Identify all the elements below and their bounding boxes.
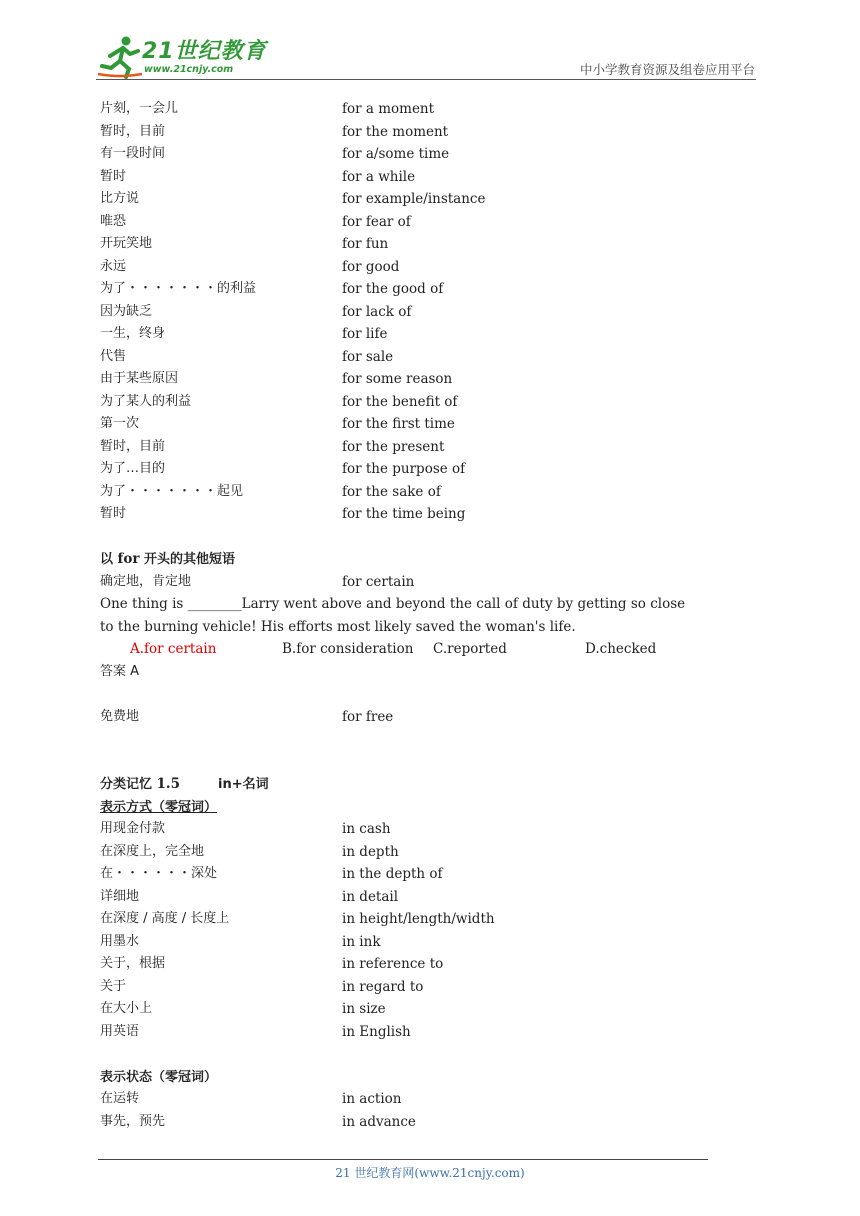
phrase-zh: 永远 bbox=[100, 258, 127, 274]
section-heading-in bbox=[100, 773, 740, 796]
phrase-row bbox=[100, 953, 740, 976]
phrase-zh: 第一次 bbox=[100, 416, 140, 431]
phrase-en: in cash bbox=[342, 821, 391, 837]
phrase-row bbox=[100, 908, 740, 931]
phrase-row bbox=[100, 211, 740, 234]
section-heading-other-for bbox=[100, 548, 740, 571]
phrase-zh: 比方说 bbox=[100, 191, 140, 206]
phrase-row bbox=[100, 931, 740, 954]
phrase-zh: 用墨水 bbox=[100, 933, 140, 949]
spacer bbox=[100, 526, 740, 549]
phrase-zh: 由于某些原因 bbox=[100, 371, 179, 386]
spacer bbox=[100, 683, 740, 706]
phrase-en: for certain bbox=[342, 573, 415, 590]
option-a: A.for certain bbox=[130, 641, 217, 657]
platform-title: 中小学教育资源及组卷应用平台 bbox=[579, 62, 755, 77]
phrase-zh: 暂时 bbox=[100, 168, 127, 184]
phrase-en: in height/length/width bbox=[342, 911, 495, 927]
phrase-row bbox=[100, 976, 740, 999]
logo-text: 21世纪教育 bbox=[142, 39, 267, 64]
phrase-zh: 暂时，目前 bbox=[100, 438, 166, 454]
phrase-row bbox=[100, 413, 740, 436]
phrase-zh: 为了某人的利益 bbox=[100, 393, 192, 409]
in-manner-list bbox=[100, 818, 740, 1043]
phrase-zh: 确定地，肯定地 bbox=[100, 573, 192, 589]
for-phrase-list bbox=[100, 98, 740, 526]
phrase-en: for the benefit of bbox=[342, 393, 458, 410]
phrase-zh: 用英语 bbox=[100, 1023, 140, 1039]
phrase-zh: 为了・・・・・・・的利益 bbox=[100, 281, 257, 296]
phrase-en: for example/instance bbox=[342, 191, 486, 207]
answer-line bbox=[100, 661, 740, 684]
phrase-en: for a/some time bbox=[342, 146, 450, 162]
subheading-text: 表示状态（零冠词） bbox=[100, 1069, 218, 1085]
subheading-text: 表示方式（零冠词） bbox=[100, 799, 218, 815]
answer-options bbox=[100, 638, 740, 661]
phrase-row bbox=[100, 841, 740, 864]
subheading-manner bbox=[100, 796, 740, 819]
phrase-zh: 关于 bbox=[100, 978, 127, 994]
phrase-en: for the moment bbox=[342, 123, 449, 140]
heading-suffix: 开头的其他短语 bbox=[139, 552, 235, 567]
phrase-zh: 暂时，目前 bbox=[100, 123, 166, 139]
phrase-zh: 关于，根据 bbox=[100, 956, 166, 971]
footer-divider bbox=[98, 1159, 708, 1160]
phrase-en: for the good of bbox=[342, 281, 444, 297]
phrase-zh: 用现金付款 bbox=[100, 821, 166, 836]
phrase-en: for good bbox=[342, 258, 400, 275]
phrase-en: in reference to bbox=[342, 956, 444, 972]
phrase-en: for the sake of bbox=[342, 483, 441, 500]
phrase-row bbox=[100, 863, 740, 886]
phrase-zh: 详细地 bbox=[100, 888, 140, 904]
phrase-zh: 免费地 bbox=[100, 708, 140, 724]
phrase-en: for some reason bbox=[342, 371, 453, 387]
phrase-zh: 代售 bbox=[100, 348, 127, 364]
logo bbox=[96, 34, 266, 80]
phrase-row bbox=[100, 391, 740, 414]
phrase-row bbox=[100, 143, 740, 166]
phrase-zh: 一生，终身 bbox=[100, 326, 166, 341]
phrase-row bbox=[100, 188, 740, 211]
phrase-zh: 在深度 / 高度 / 长度上 bbox=[100, 911, 230, 926]
phrase-zh: 为了…目的 bbox=[100, 461, 166, 476]
page-footer[interactable]: 21 世纪教育网(www.21cnjy.com) bbox=[335, 1166, 525, 1180]
phrase-en: for the time being bbox=[342, 506, 466, 522]
phrase-row bbox=[100, 301, 740, 324]
phrase-row bbox=[100, 436, 740, 459]
phrase-zh: 在深度上，完全地 bbox=[100, 843, 205, 859]
logo-url: www.21cnjy.com bbox=[144, 64, 234, 75]
phrase-row bbox=[100, 233, 740, 256]
phrase-en: in detail bbox=[342, 888, 399, 905]
phrase-row bbox=[100, 998, 740, 1021]
heading-prefix: 以 bbox=[100, 552, 118, 567]
phrase-zh: 有一段时间 bbox=[100, 146, 166, 161]
phrase-zh: 在・・・・・・深处 bbox=[100, 866, 218, 881]
heading-prefix: 分类记忆 bbox=[100, 777, 157, 792]
header-divider bbox=[96, 79, 756, 80]
phrase-row bbox=[100, 1021, 740, 1044]
phrase-zh: 片刻，一会儿 bbox=[100, 101, 179, 116]
phrase-zh: 开玩笑地 bbox=[100, 236, 153, 251]
heading-keyword: for bbox=[117, 551, 140, 567]
phrase-row bbox=[100, 346, 740, 369]
phrase-zh: 暂时 bbox=[100, 506, 127, 521]
phrase-zh: 为了・・・・・・・起见 bbox=[100, 483, 244, 499]
phrase-row bbox=[100, 886, 740, 909]
phrase-en: in depth bbox=[342, 843, 399, 860]
phrase-row bbox=[100, 458, 740, 481]
phrase-en: in English bbox=[342, 1023, 411, 1040]
phrase-en: for free bbox=[342, 708, 394, 725]
phrase-en: in action bbox=[342, 1091, 402, 1107]
phrase-row bbox=[100, 818, 740, 841]
phrase-zh: 唯恐 bbox=[100, 213, 127, 229]
subheading-state bbox=[100, 1066, 740, 1089]
phrase-row bbox=[100, 706, 740, 729]
phrase-row bbox=[100, 481, 740, 504]
phrase-row bbox=[100, 571, 740, 594]
phrase-en: for lack of bbox=[342, 303, 412, 320]
heading-number: 1.5 bbox=[156, 776, 181, 792]
page-header bbox=[0, 0, 860, 85]
phrase-en: in advance bbox=[342, 1113, 416, 1130]
phrase-en: for sale bbox=[342, 348, 394, 365]
runner-icon bbox=[96, 34, 144, 80]
phrase-en: for life bbox=[342, 326, 388, 342]
phrase-row bbox=[100, 121, 740, 144]
phrase-en: in ink bbox=[342, 933, 381, 950]
phrase-row bbox=[100, 1088, 740, 1111]
phrase-zh: 在大小上 bbox=[100, 1001, 153, 1016]
phrase-row bbox=[100, 503, 740, 526]
phrase-en: for fun bbox=[342, 236, 389, 252]
phrase-zh: 事先，预先 bbox=[100, 1113, 166, 1129]
phrase-row bbox=[100, 368, 740, 391]
phrase-row bbox=[100, 98, 740, 121]
phrase-en: for the purpose of bbox=[342, 461, 466, 477]
phrase-en: in size bbox=[342, 1001, 386, 1017]
heading-topic: in+名词 bbox=[218, 777, 269, 792]
option-c: C.reported bbox=[433, 641, 507, 657]
phrase-en: for fear of bbox=[342, 213, 411, 230]
phrase-en: for the first time bbox=[342, 416, 455, 432]
phrase-en: in the depth of bbox=[342, 866, 443, 882]
question-text: One thing is ________Larry went above and beyond the call of duty by getting so close to the burning vehicle! His efforts most likely saved the woman's life. bbox=[100, 596, 686, 635]
spacer bbox=[100, 728, 740, 751]
phrase-en: for the present bbox=[342, 438, 445, 455]
phrase-en: in regard to bbox=[342, 978, 424, 995]
option-b: B.for consideration bbox=[282, 641, 414, 657]
phrase-zh: 在运转 bbox=[100, 1091, 140, 1106]
phrase-row bbox=[100, 256, 740, 279]
phrase-row bbox=[100, 323, 740, 346]
document-body bbox=[100, 98, 740, 1133]
phrase-row bbox=[100, 166, 740, 189]
spacer bbox=[100, 1043, 740, 1066]
answer-text: 答案 A bbox=[100, 663, 140, 679]
phrase-en: for a moment bbox=[342, 101, 435, 117]
spacer bbox=[100, 751, 740, 774]
phrase-row bbox=[100, 1111, 740, 1134]
in-state-list bbox=[100, 1088, 740, 1133]
phrase-row bbox=[100, 278, 740, 301]
option-d: D.checked bbox=[585, 641, 657, 657]
phrase-en: for a while bbox=[342, 168, 416, 185]
phrase-zh: 因为缺乏 bbox=[100, 303, 153, 319]
